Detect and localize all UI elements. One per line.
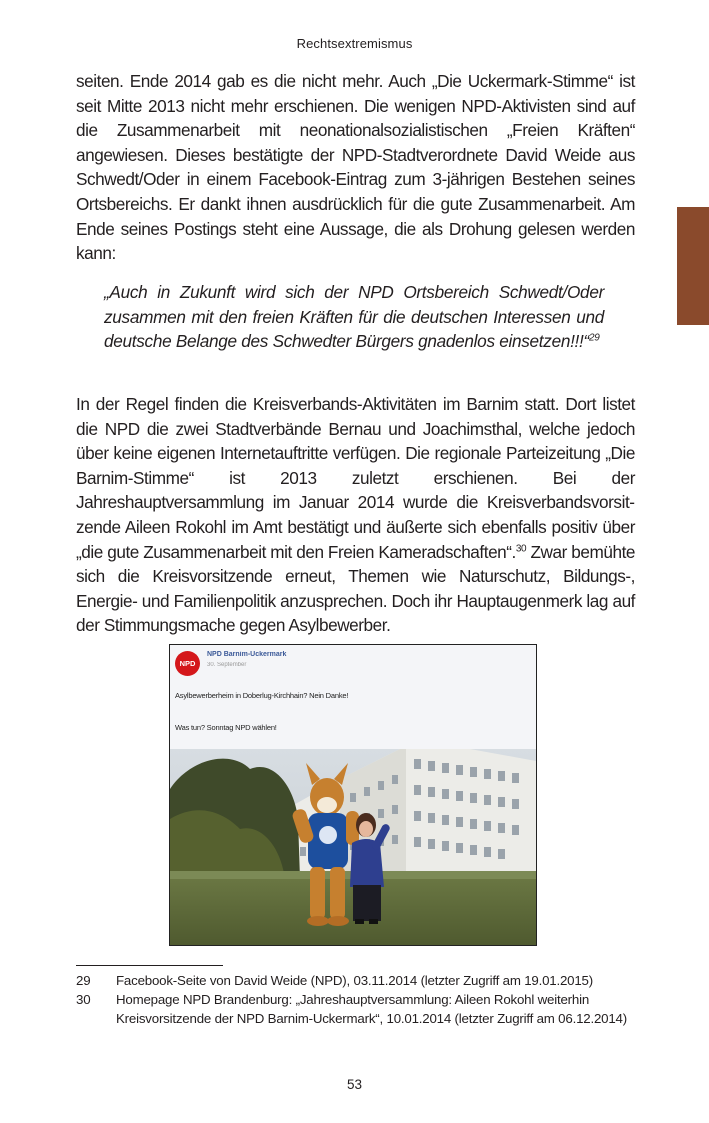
- post-text-line-2: Was tun? Sonntag NPD wählen!: [175, 723, 277, 732]
- body-paragraph-1: seiten. Ende 2014 gab es die nicht mehr. Auch „Die Uckermark-Stimme“ ist seit Mitte 2013 nicht mehr erschienen. Die wenigen NPD-Aktivisten sind auf die Zusammenarbeit mit neonationalsozialistischen „Freien Kräften“ angewiesen. Dieses bestätigte der NPD-Stadtverordnete David Weide aus Schwedt/Oder in einem Facebook-Eintrag zum 3-jährigen Bestehen seines Ortsbereichs. Er dankt ihnen ausdrücklich für die gute Zusammenarbeit. Am Ende seines Postings steht eine Aussage, die als Drohung gelesen werden kann:: [76, 71, 635, 264]
- page-number: 53: [346, 1077, 363, 1092]
- post-text-line-1: Asylbewerberheim in Doberlug-Kirchhain? Nein Danke!: [175, 691, 349, 700]
- footnote-number: 30: [76, 992, 91, 1007]
- chapter-thumb-tab: [677, 207, 709, 325]
- paragraph-2-text-after: Zwar bemühte sich die Kreisvorsitzende erneut, Themen wie Naturschutz, Bildungs-, Energie- und Familienpolitik anzusprechen. Doch ihr Hauptaugenmerk lag auf der Stimmungsmache gegen Asylbewerber.: [76, 541, 636, 636]
- post-photo: [170, 749, 536, 945]
- post-header: [170, 645, 536, 749]
- post-page-name: NPD Barnim-Uckermark: [207, 651, 287, 658]
- body-paragraph-2: [76, 392, 635, 638]
- paragraph-2-text: In der Regel finden die Kreisverbands-Aktivitäten im Barnim statt. Dort listet die NPD die zwei Stadtverbände Bernau und Joachimsthal, welche jedoch über keine eigenen Internetauftritte verfügen. Die regionale Parteizeitung „Die Barnim-Stimme“ ist 2013 zuletzt erschienen. Bei der Jahreshauptversammlung im Januar 2014 wurde die Kreisverbandsvorsitzende Aileen Rokohl im Amt bestätigt und äußerte sich ebenfalls positiv über „die gute Zusammenarbeit mit den Freien Kameradschaften“.: [76, 394, 635, 562]
- footnote-rule: [76, 965, 223, 966]
- npd-logo: NPD: [175, 651, 200, 676]
- facebook-post-figure: [169, 644, 537, 946]
- quote-text: „Auch in Zukunft wird sich der NPD Ortsbereich Schwedt/Oder zusammen mit den freien Kräften für die deutschen Interessen und deutsche Belange des Schwedter Bürgers gnadenlos einsetzen!!!“: [104, 282, 604, 352]
- footnote-number: 29: [76, 973, 91, 988]
- footnote-ref-30: 30: [515, 542, 527, 554]
- block-quote: [104, 280, 604, 354]
- post-date: 30. September: [207, 662, 247, 668]
- footnote-text: Facebook-Seite von David Weide (NPD), 03.11.2014 (letzter Zugriff am 19.01.2015): [116, 973, 593, 988]
- footnote-text: Homepage NPD Brandenburg: „Jahreshauptversammlung: Aileen Rokohl weiterhin Kreisvorsitzende der NPD Barnim-Uckermark“, 10.01.2014 (letzter Zugriff am 06.12.2014): [116, 992, 627, 1026]
- footnote-30: [76, 991, 636, 1028]
- running-header: Rechtsextremismus: [296, 36, 413, 51]
- footnote-ref-29: 29: [588, 332, 600, 344]
- footnote-29: [76, 972, 636, 991]
